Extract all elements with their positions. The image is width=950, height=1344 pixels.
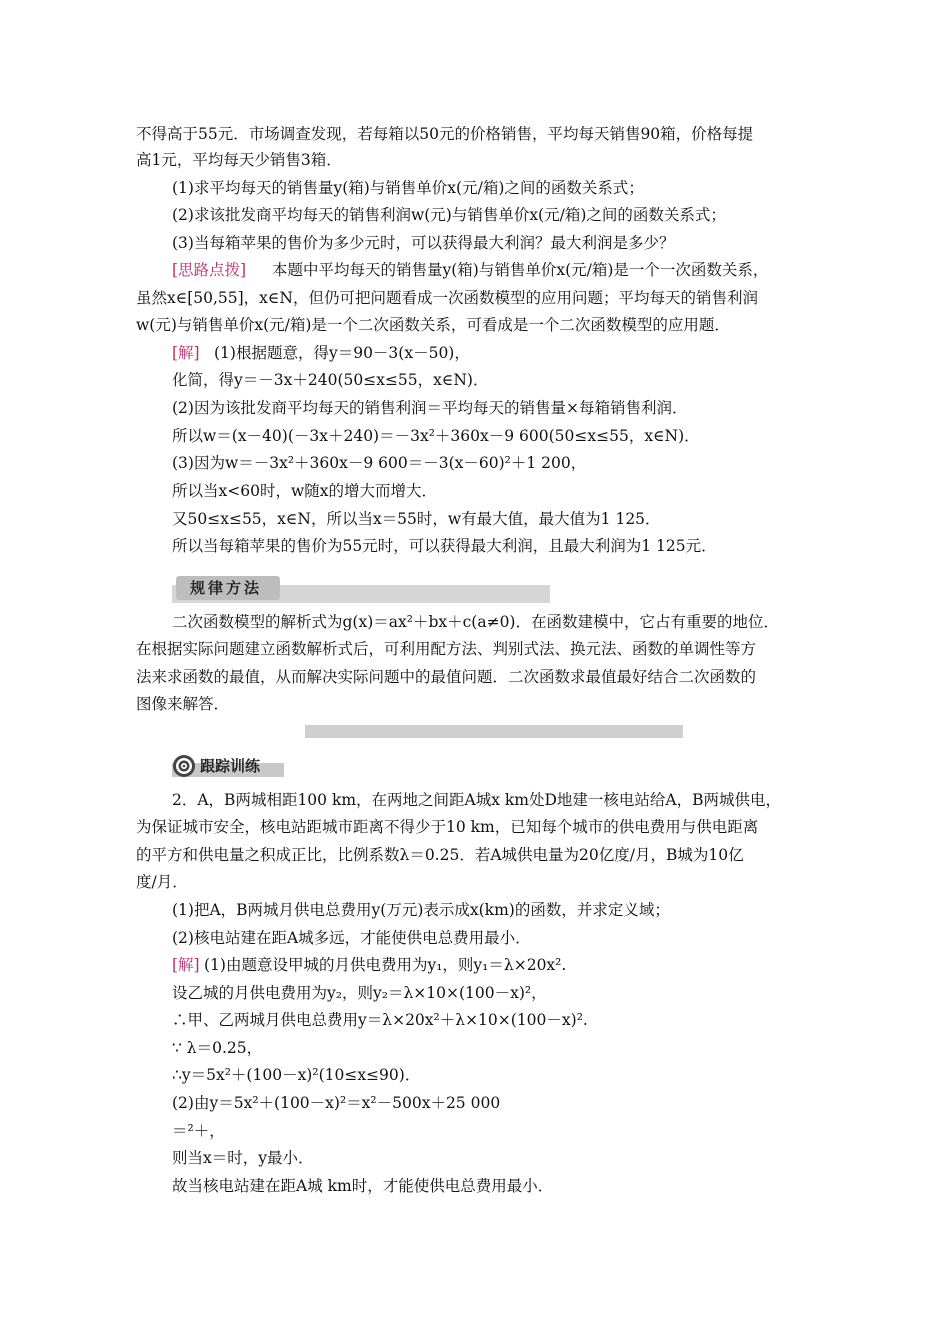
method-line: 图像来解答． bbox=[136, 695, 230, 713]
solution2-line: 设乙城的月供电费用为y₂，则y₂＝λ×10×(100－x)²， bbox=[172, 984, 547, 1002]
section-divider bbox=[305, 725, 683, 738]
solution-line: 化简，得y＝－3x＋240(50≤x≤55，x∈N)． bbox=[172, 371, 489, 389]
question-1: (1)求平均每天的销售量y(箱)与销售单价x(元/箱)之间的函数关系式； bbox=[172, 179, 644, 197]
exercise-line: 度/月． bbox=[136, 873, 188, 891]
method-line: 在根据实际问题建立函数解析式后，可利用配方法、判别式法、换元法、函数的单调性等方 bbox=[136, 640, 757, 658]
method-line: 法来求函数的最值，从而解决实际问题中的最值问题．二次函数求最值最好结合二次函数的 bbox=[136, 668, 757, 686]
method-line: 二次函数模型的解析式为g(x)＝ax²＋bx＋c(a≠0)．在函数建模中，它占有重要的地位． bbox=[172, 613, 779, 631]
solution-line: 又50≤x≤55，x∈N，所以当x＝55时，w有最大值，最大值为1 125． bbox=[172, 510, 661, 528]
solution2-line: (2)由y＝5x²＋(100－x)²＝x²－500x＋25 000 bbox=[172, 1094, 501, 1112]
solution-line: (2)因为该批发商平均每天的销售利润＝平均每天的销售量×每箱销售利润． bbox=[172, 399, 688, 417]
solution2-line: 则当x＝时，y最小． bbox=[172, 1149, 314, 1167]
solution-line: 所以当x<60时，w随x的增大而增大． bbox=[172, 482, 437, 500]
problem-line: 不得高于55元．市场调查发现，若每箱以50元的价格销售，平均每天销售90箱，价格每提 bbox=[136, 125, 754, 143]
question-2: (2)求该批发商平均每天的销售利润w(元)与销售单价x(元/箱)之间的函数关系式； bbox=[172, 206, 726, 224]
solution2-line: ∴y＝5x²＋(100－x)²(10≤x≤90)． bbox=[172, 1066, 421, 1084]
solution-line: 所以当每箱苹果的售价为55元时，可以获得最大利润，且最大利润为1 125元． bbox=[172, 537, 717, 555]
solution2-line: (1)由题意设甲城的月供电费用为y₁，则y₁＝λ×20x². bbox=[204, 956, 567, 974]
solution-line: (3)因为w＝－3x²＋360x－9 600＝－3(x－60)²＋1 200， bbox=[172, 454, 587, 472]
solution2-line: ∴甲、乙两城月供电总费用y＝λ×20x²＋λ×10×(100－x)². bbox=[172, 1011, 588, 1029]
method-header-label: 规律方法 bbox=[190, 579, 263, 597]
hint-line: 虽然x∈[50,55]，x∈N，但仍可把问题看成一次函数模型的应用问题；平均每天的销售利润 bbox=[136, 289, 758, 307]
problem-line: 高1元，平均每天少销售3箱． bbox=[136, 151, 342, 169]
exercise-question-1: (1)把A，B两城月供电总费用y(万元)表示成x(km)的函数，并求定义域； bbox=[172, 901, 670, 919]
question-3: (3)当每箱苹果的售价为多少元时，可以获得最大利润？最大利润是多少？ bbox=[172, 234, 675, 252]
hint-tag: [思路点拨] bbox=[172, 261, 247, 279]
train-header-label: 跟踪训练 bbox=[200, 757, 261, 775]
solution-tag: [解] bbox=[172, 344, 200, 362]
exercise-line: 2．A，B两城相距100 km，在两地之间距A城x km处D地建一核电站给A，B两城供电， bbox=[172, 791, 782, 809]
solution2-tag: [解] bbox=[172, 956, 200, 974]
solution2-line: ∵ λ＝0.25， bbox=[172, 1039, 263, 1057]
hint-line: w(元)与销售单价x(元/箱)是一个二次函数关系，可看成是一个二次函数模型的应用题． bbox=[136, 316, 730, 334]
exercise-question-2: (2)核电站建在距A城多远，才能使供电总费用最小． bbox=[172, 929, 531, 947]
solution-line: 所以w＝(x－40)(－3x＋240)＝－3x²＋360x－9 600(50≤x≤55，x∈N)． bbox=[172, 427, 700, 445]
target-icon bbox=[172, 754, 196, 778]
solution2-line: 故当核电站建在距A城 km时，才能使供电总费用最小． bbox=[172, 1177, 554, 1195]
solution2-line: ＝²＋， bbox=[172, 1122, 225, 1140]
exercise-line: 为保证城市安全，核电站距城市距离不得少于10 km，已知每个城市的供电费用与供电距离 bbox=[136, 818, 759, 836]
exercise-line: 的平方和供电量之积成正比，比例系数λ＝0.25．若A城供电量为20亿度/月，B城为10亿 bbox=[136, 846, 744, 864]
hint-line: 本题中平均每天的销售量y(箱)与销售单价x(元/箱)是一个一次函数关系， bbox=[272, 261, 769, 279]
solution-line: (1)根据题意，得y＝90－3(x－50)， bbox=[214, 344, 470, 362]
